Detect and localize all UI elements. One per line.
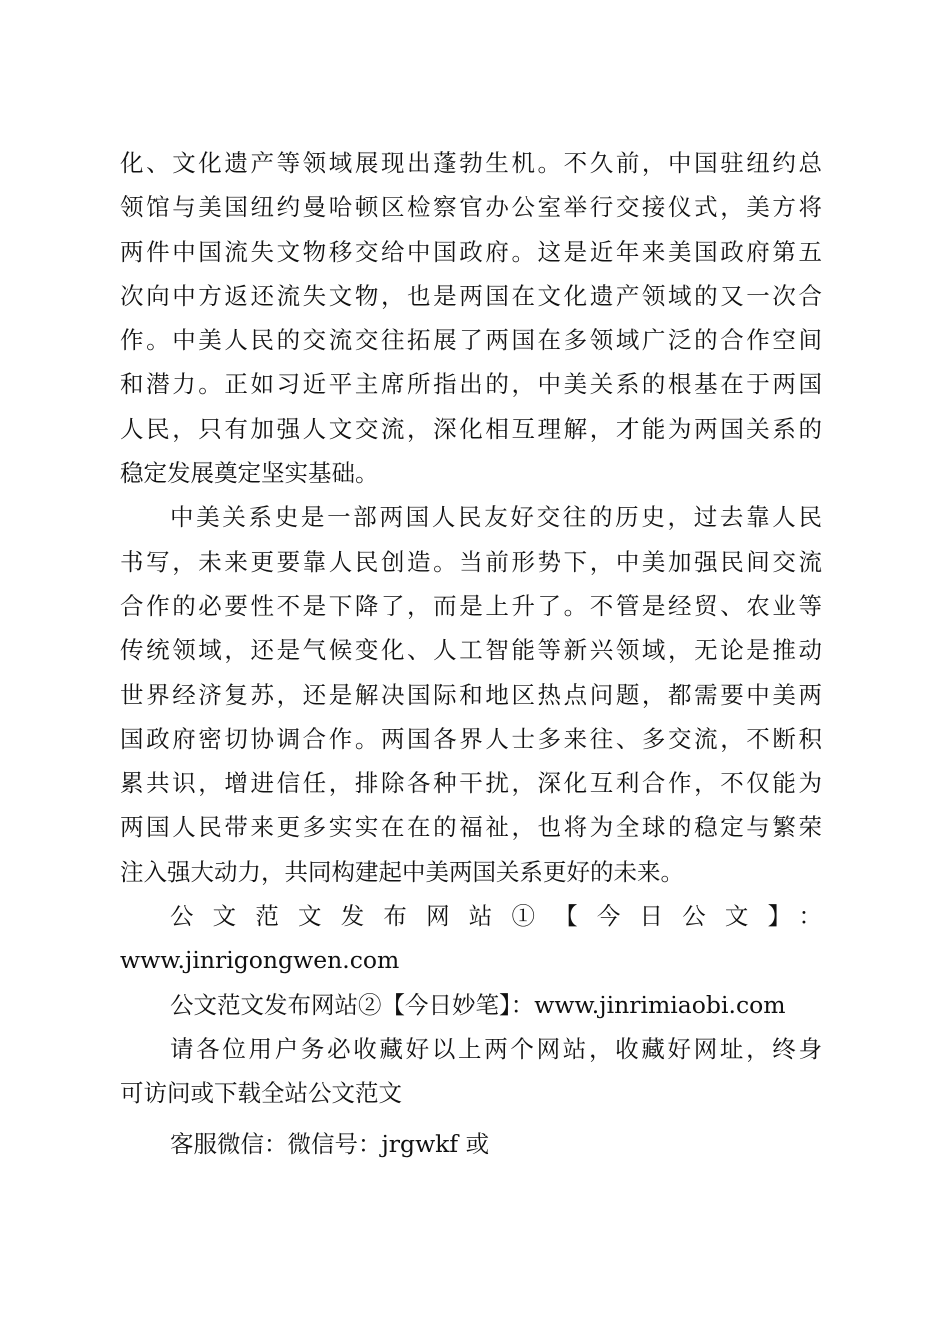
paragraph-2 xyxy=(120,495,822,894)
paragraph-2-line: 中美关系史是一部两国人民友好交往的历史，过去靠人民 xyxy=(170,503,822,532)
paragraph-1-line: 作。中美人民的交流交往拓展了两国在多领域广泛的合作空间 xyxy=(120,326,822,355)
notice-line: 可访问或下载全站公文范文 xyxy=(120,1079,402,1108)
wechat-text: 客服微信：微信号：jrgwkf 或 xyxy=(170,1129,490,1158)
paragraph-1-line: 人民，只有加强人文交流，深化相互理解，才能为两国关系的 xyxy=(120,414,822,443)
paragraph-2-line: 合作的必要性不是下降了，而是上升了。不管是经贸、农业等 xyxy=(120,591,822,620)
site-1-url[interactable]: www.jinrigongwen.com xyxy=(120,946,400,975)
wechat-block xyxy=(120,1122,822,1166)
paragraph-2-line: 书写，未来更要靠人民创造。当前形势下，中美加强民间交流 xyxy=(120,547,822,576)
paragraph-2-line: 传统领域，还是气候变化、人工智能等新兴领域，无论是推动 xyxy=(120,636,822,665)
paragraph-1-line: 次向中方返还流失文物，也是两国在文化遗产领域的又一次合 xyxy=(120,281,822,310)
paragraph-2-line: 世界经济复苏，还是解决国际和地区热点问题，都需要中美两 xyxy=(120,680,822,709)
site-2-text[interactable]: 公文范文发布网站②【今日妙笔】：www.jinrimiaobi.com xyxy=(170,990,786,1019)
paragraph-1-line: 稳定发展奠定坚实基础。 xyxy=(120,459,379,488)
paragraph-2-line: 注入强大动力，共同构建起中美两国关系更好的未来。 xyxy=(120,857,684,886)
paragraph-1-line: 化、文化遗产等领域展现出蓬勃生机。不久前，中国驻纽约总 xyxy=(120,149,822,177)
document-page xyxy=(120,141,822,1166)
paragraph-1 xyxy=(120,141,822,495)
site-1-label: 公文范文发布网站①【今日公文】： xyxy=(170,902,822,931)
notice-block xyxy=(120,1027,822,1116)
paragraph-1-line: 领馆与美国纽约曼哈顿区检察官办公室举行交接仪式，美方将 xyxy=(120,193,822,222)
paragraph-2-line: 两国人民带来更多实实在在的福祉，也将为全球的稳定与繁荣 xyxy=(120,813,822,842)
paragraph-1-line: 两件中国流失文物移交给中国政府。这是近年来美国政府第五 xyxy=(120,237,822,266)
site-2-block xyxy=(120,983,822,1027)
paragraph-2-line: 累共识，增进信任，排除各种干扰，深化互利合作，不仅能为 xyxy=(120,769,822,798)
paragraph-1-line: 和潜力。正如习近平主席所指出的，中美关系的根基在于两国 xyxy=(120,370,822,399)
site-1-block xyxy=(120,894,822,983)
paragraph-2-line: 国政府密切协调合作。两国各界人士多来往、多交流，不断积 xyxy=(120,724,822,753)
notice-line: 请各位用户务必收藏好以上两个网站，收藏好网址，终身 xyxy=(170,1034,822,1063)
